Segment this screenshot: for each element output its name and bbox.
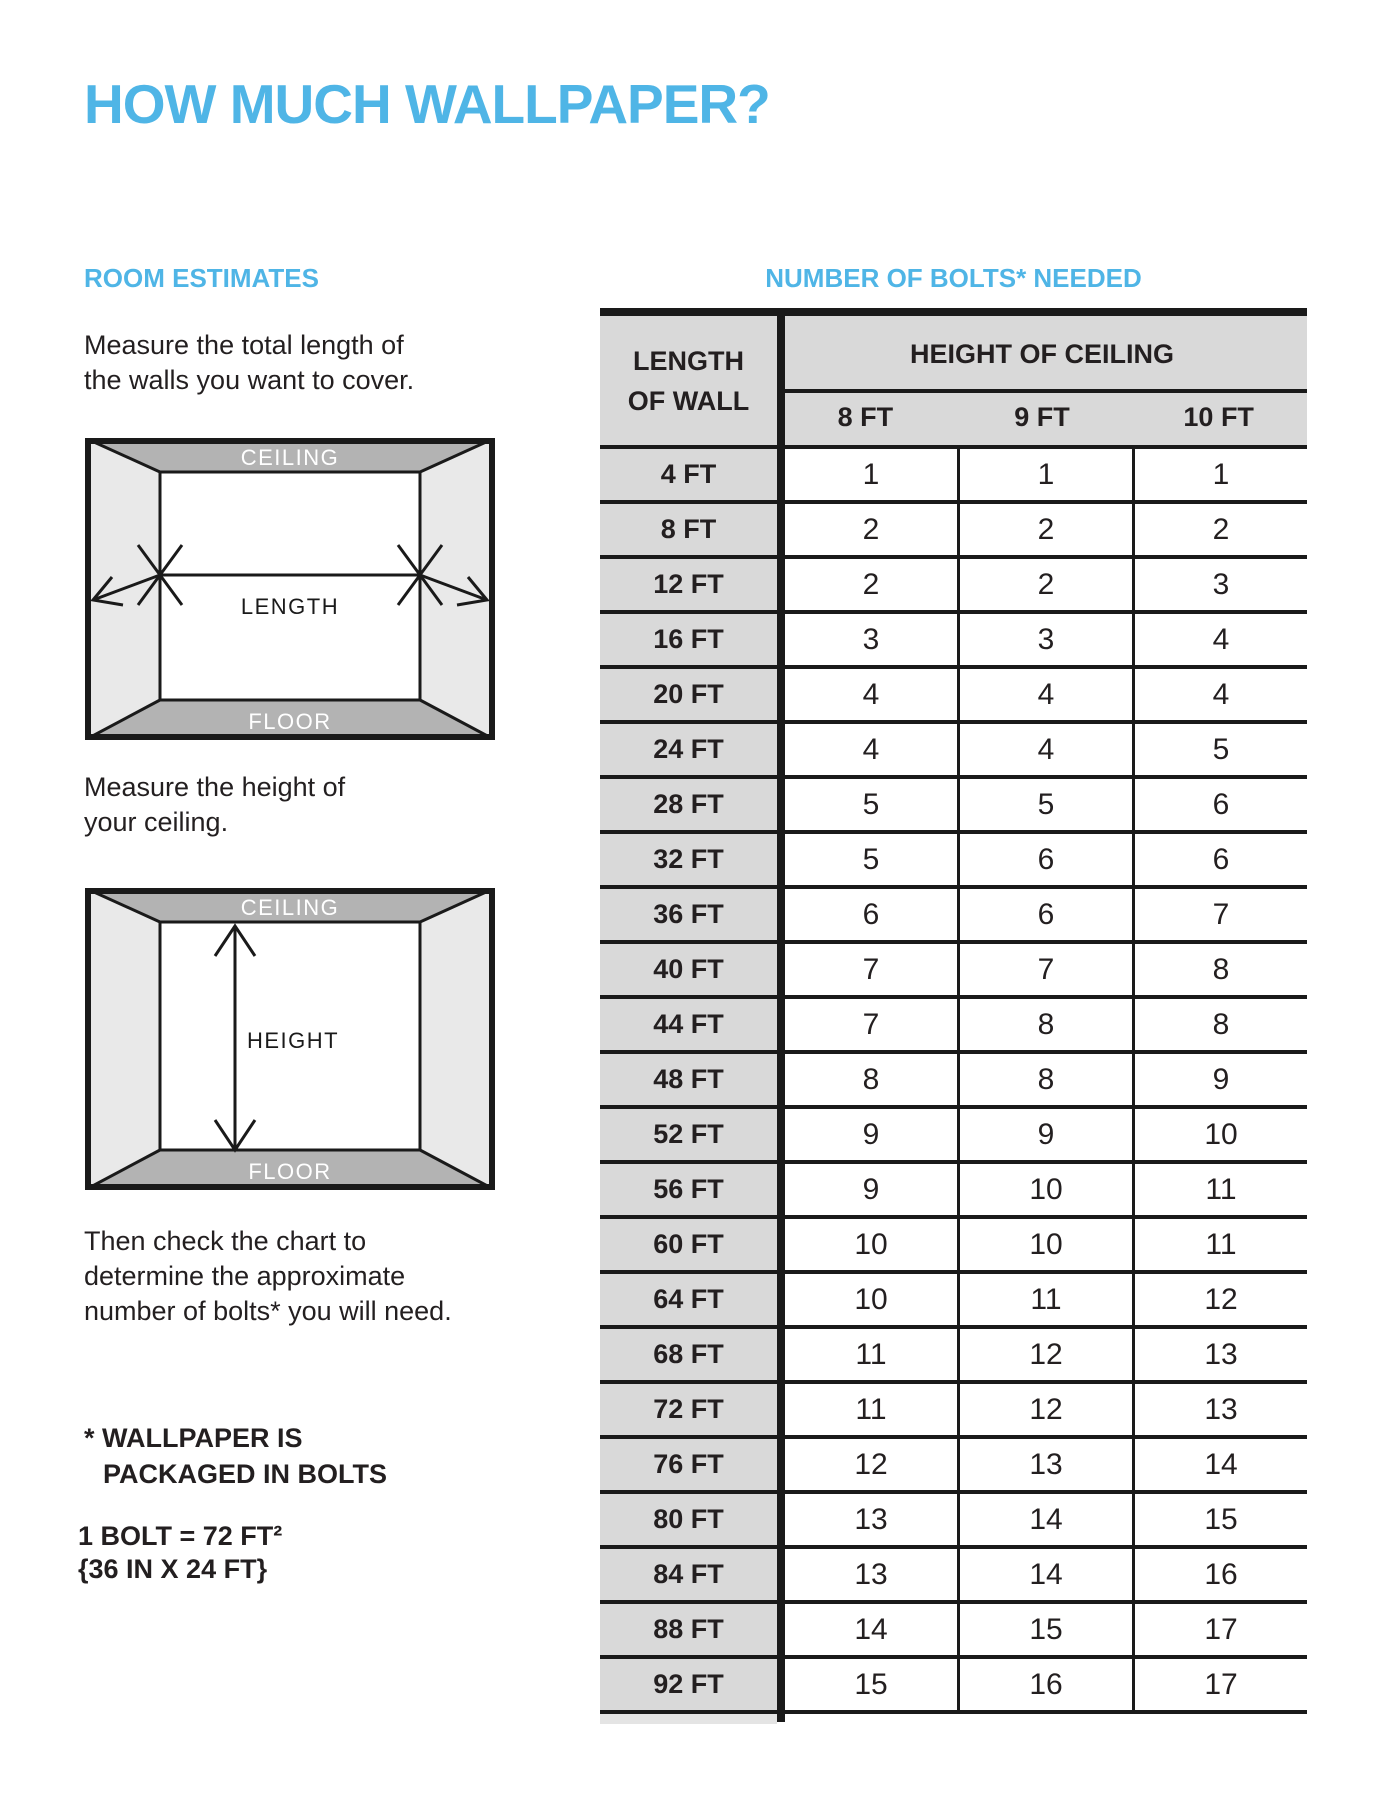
bolt-count-cell: 2 <box>785 559 957 610</box>
table-underhang-shadow <box>600 1714 777 1724</box>
paragraph-line: the walls you want to cover. <box>84 365 415 395</box>
bolt-count-cell: 15 <box>785 1659 957 1710</box>
row-length-label: 24 FT <box>600 724 777 775</box>
table-row <box>600 1054 1307 1109</box>
bolt-count-cell: 10 <box>1132 1109 1307 1160</box>
table-row <box>600 999 1307 1054</box>
room-length-diagram <box>85 438 495 740</box>
column-header-9ft: 9 FT <box>1014 402 1070 432</box>
bolt-count-cell: 9 <box>957 1109 1132 1160</box>
bolt-count-cell: 10 <box>785 1219 957 1270</box>
column-header-10ft: 10 FT <box>1183 402 1254 432</box>
ceiling-height-diagram <box>85 888 495 1190</box>
room-estimates-heading: ROOM ESTIMATES <box>84 263 319 293</box>
table-row <box>600 1219 1307 1274</box>
bolt-equivalence-note <box>78 1520 282 1586</box>
bolt-count-cell: 5 <box>1132 724 1307 775</box>
bolt-count-cell: 2 <box>1132 504 1307 555</box>
bolt-count-cell: 3 <box>785 614 957 665</box>
table-row <box>600 504 1307 559</box>
row-length-label: 92 FT <box>600 1659 777 1710</box>
row-length-label: 4 FT <box>600 449 777 500</box>
paragraph-line: Measure the total length of <box>84 330 404 360</box>
bolt-count-cell: 13 <box>1132 1384 1307 1435</box>
bolt-count-cell: 7 <box>785 999 957 1050</box>
bolt-count-cell: 14 <box>785 1604 957 1655</box>
row-length-label: 56 FT <box>600 1164 777 1215</box>
table-row <box>600 1494 1307 1549</box>
bolt-count-cell: 11 <box>1132 1164 1307 1215</box>
length-of-wall-header <box>600 316 777 445</box>
paragraph-line: number of bolts* you will need. <box>84 1296 452 1326</box>
bolt-count-cell: 13 <box>785 1549 957 1600</box>
bolt-count-cell: 10 <box>957 1164 1132 1215</box>
bolt-count-cell: 4 <box>1132 669 1307 720</box>
table-row <box>600 1384 1307 1439</box>
bolt-count-cell: 11 <box>785 1329 957 1380</box>
floor-label: FLOOR <box>248 1159 332 1184</box>
table-header <box>600 316 1307 445</box>
bolt-dimensions-line: {36 IN X 24 FT} <box>78 1554 268 1584</box>
ceiling-label: CEILING <box>240 445 340 470</box>
bolt-count-cell: 5 <box>957 779 1132 830</box>
header-line: LENGTH <box>633 346 744 376</box>
row-length-label: 52 FT <box>600 1109 777 1160</box>
row-length-label: 72 FT <box>600 1384 777 1435</box>
bolt-count-cell: 4 <box>957 669 1132 720</box>
bolt-count-cell: 4 <box>1132 614 1307 665</box>
row-length-label: 20 FT <box>600 669 777 720</box>
bolt-count-cell: 4 <box>957 724 1132 775</box>
row-length-label: 76 FT <box>600 1439 777 1490</box>
header-line: OF WALL <box>627 386 750 416</box>
bolt-count-cell: 15 <box>1132 1494 1307 1545</box>
column-header-8ft: 8 FT <box>837 402 894 432</box>
row-length-label: 84 FT <box>600 1549 777 1600</box>
row-length-label: 32 FT <box>600 834 777 885</box>
table-row <box>600 1549 1307 1604</box>
bolt-count-cell: 14 <box>957 1494 1132 1545</box>
row-length-label: 64 FT <box>600 1274 777 1325</box>
right-wall-surface <box>420 888 495 1190</box>
floor-label: FLOOR <box>248 709 332 734</box>
bolt-count-cell: 6 <box>957 889 1132 940</box>
bolt-count-cell: 14 <box>1132 1439 1307 1490</box>
height-of-ceiling-header-group <box>777 316 1307 445</box>
left-wall-surface <box>85 888 160 1190</box>
bolt-count-cell: 6 <box>1132 779 1307 830</box>
table-row <box>600 1604 1307 1659</box>
bolt-count-cell: 17 <box>1132 1659 1307 1710</box>
footnote-line: PACKAGED IN BOLTS <box>103 1459 388 1489</box>
bolt-count-cell: 11 <box>957 1274 1132 1325</box>
height-of-ceiling-header: HEIGHT OF CEILING <box>777 316 1307 393</box>
row-length-label: 36 FT <box>600 889 777 940</box>
bolt-count-cell: 13 <box>1132 1329 1307 1380</box>
length-label: LENGTH <box>240 594 340 619</box>
table-row <box>600 779 1307 834</box>
bolt-count-cell: 7 <box>1132 889 1307 940</box>
bolt-count-cell: 9 <box>1132 1054 1307 1105</box>
paragraph-line: Then check the chart to <box>84 1226 367 1256</box>
table-row <box>600 1659 1307 1714</box>
paragraph-line: Measure the height of <box>84 772 346 802</box>
bolt-count-cell: 3 <box>1132 559 1307 610</box>
bolt-count-cell: 3 <box>957 614 1132 665</box>
table-row <box>600 1164 1307 1219</box>
bolt-count-cell: 10 <box>785 1274 957 1325</box>
wallpaper-bolts-footnote <box>84 1420 387 1492</box>
footnote-line: * WALLPAPER IS <box>84 1423 303 1453</box>
bolt-count-cell: 11 <box>1132 1219 1307 1270</box>
bolts-needed-heading: NUMBER OF BOLTS* NEEDED <box>765 263 1142 293</box>
bolt-count-cell: 9 <box>785 1164 957 1215</box>
row-length-label: 80 FT <box>600 1494 777 1545</box>
row-length-label: 88 FT <box>600 1604 777 1655</box>
bolt-count-cell: 9 <box>785 1109 957 1160</box>
measure-length-paragraph <box>84 328 414 398</box>
page-title: HOW MUCH WALLPAPER? <box>84 73 770 135</box>
paragraph-line: your ceiling. <box>84 807 229 837</box>
bolt-count-cell: 8 <box>785 1054 957 1105</box>
row-length-label: 40 FT <box>600 944 777 995</box>
bolt-count-cell: 4 <box>785 669 957 720</box>
bolt-count-cell: 5 <box>785 779 957 830</box>
bolt-count-cell: 15 <box>957 1604 1132 1655</box>
table-body <box>600 445 1307 1714</box>
bolt-count-cell: 8 <box>957 1054 1132 1105</box>
row-length-label: 12 FT <box>600 559 777 610</box>
bolt-count-cell: 13 <box>785 1494 957 1545</box>
row-length-label: 16 FT <box>600 614 777 665</box>
bolt-count-cell: 7 <box>957 944 1132 995</box>
table-row <box>600 1274 1307 1329</box>
height-label: HEIGHT <box>246 1028 340 1053</box>
bolt-count-cell: 7 <box>785 944 957 995</box>
bolt-count-cell: 1 <box>785 449 957 500</box>
row-length-label: 60 FT <box>600 1219 777 1270</box>
ceiling-height-subheaders <box>777 393 1307 441</box>
table-row <box>600 449 1307 504</box>
bolt-count-cell: 11 <box>785 1384 957 1435</box>
ceiling-label: CEILING <box>240 895 340 920</box>
bolt-count-cell: 1 <box>1132 449 1307 500</box>
table-top-border <box>600 308 1307 316</box>
table-row <box>600 1439 1307 1494</box>
bolt-count-cell: 8 <box>957 999 1132 1050</box>
bolt-count-cell: 4 <box>785 724 957 775</box>
bolt-count-cell: 2 <box>957 559 1132 610</box>
bolt-count-cell: 12 <box>1132 1274 1307 1325</box>
table-row <box>600 669 1307 724</box>
table-row <box>600 614 1307 669</box>
row-length-label: 8 FT <box>600 504 777 555</box>
bolt-count-cell: 2 <box>785 504 957 555</box>
row-length-label: 44 FT <box>600 999 777 1050</box>
bolt-count-cell: 8 <box>1132 999 1307 1050</box>
check-chart-paragraph <box>84 1224 452 1329</box>
bolt-count-cell: 16 <box>957 1659 1132 1710</box>
table-row <box>600 1329 1307 1384</box>
table-row <box>600 944 1307 999</box>
table-row <box>600 724 1307 779</box>
bolt-count-cell: 12 <box>957 1329 1132 1380</box>
bolt-count-cell: 6 <box>785 889 957 940</box>
bolt-count-cell: 17 <box>1132 1604 1307 1655</box>
bolt-count-cell: 6 <box>1132 834 1307 885</box>
bolt-count-cell: 13 <box>957 1439 1132 1490</box>
bolt-count-cell: 12 <box>957 1384 1132 1435</box>
bolt-size-line: 1 BOLT = 72 FT² <box>78 1521 283 1551</box>
bolt-count-cell: 12 <box>785 1439 957 1490</box>
bolt-count-cell: 2 <box>957 504 1132 555</box>
bolts-table <box>600 308 1307 1724</box>
bolt-count-cell: 8 <box>1132 944 1307 995</box>
bolt-count-cell: 6 <box>957 834 1132 885</box>
table-row <box>600 834 1307 889</box>
bolt-count-cell: 16 <box>1132 1549 1307 1600</box>
row-length-label: 68 FT <box>600 1329 777 1380</box>
table-row <box>600 1109 1307 1164</box>
back-wall-surface <box>160 472 420 700</box>
bolt-count-cell: 14 <box>957 1549 1132 1600</box>
table-row <box>600 559 1307 614</box>
measure-height-paragraph <box>84 770 345 840</box>
table-column-divider <box>777 316 785 1722</box>
row-length-label: 28 FT <box>600 779 777 830</box>
paragraph-line: determine the approximate <box>84 1261 406 1291</box>
bolt-count-cell: 1 <box>957 449 1132 500</box>
bolt-count-cell: 5 <box>785 834 957 885</box>
bolt-count-cell: 10 <box>957 1219 1132 1270</box>
row-length-label: 48 FT <box>600 1054 777 1105</box>
table-row <box>600 889 1307 944</box>
